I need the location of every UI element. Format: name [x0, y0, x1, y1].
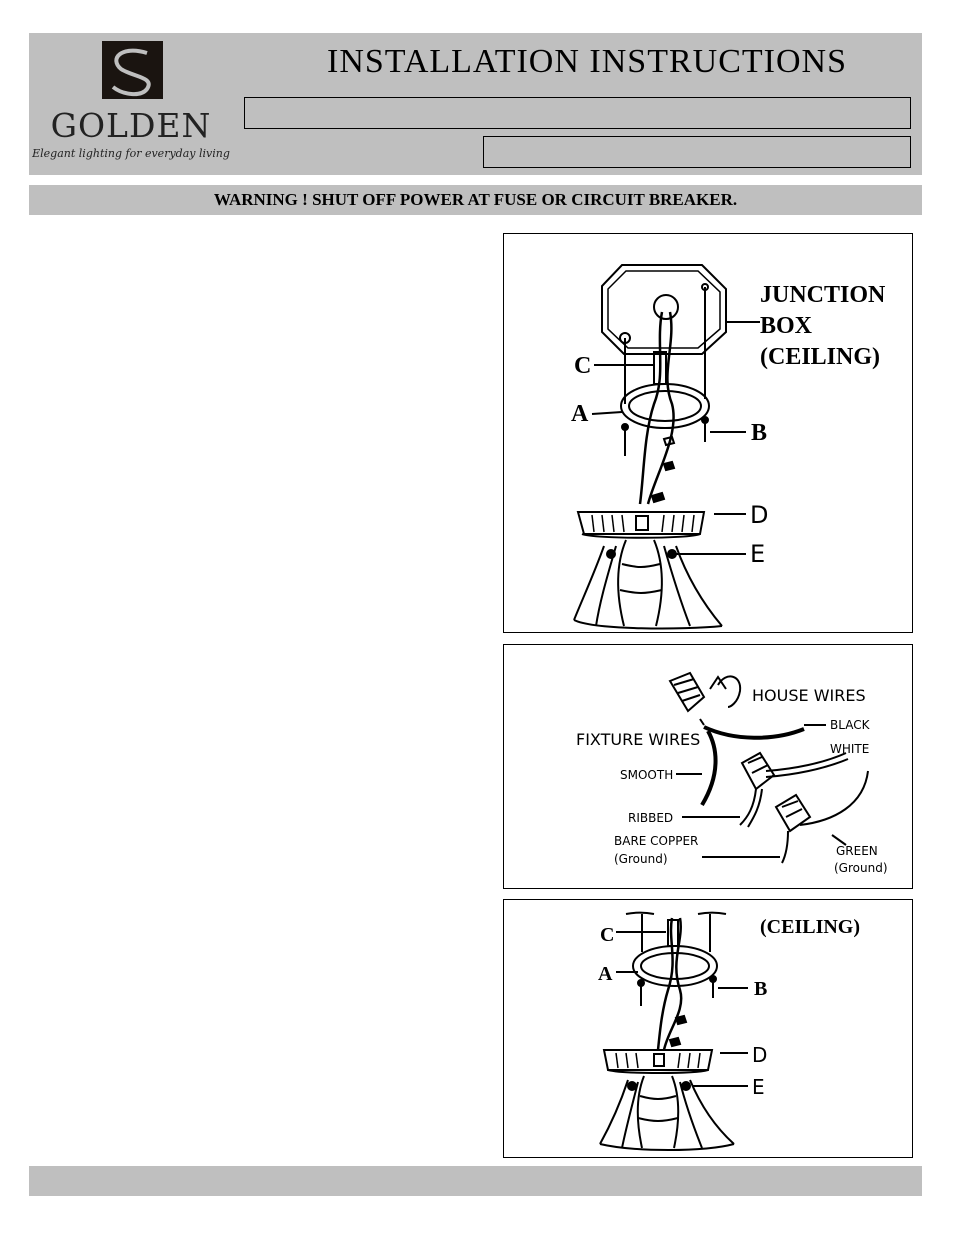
black-wire-label: BLACK: [830, 718, 870, 732]
junction-box-illustration: [504, 234, 912, 632]
white-wire-label: WHITE: [830, 742, 870, 756]
label-d: D: [750, 501, 769, 529]
label-a: A: [571, 401, 589, 427]
brand-tagline: Elegant lighting for everyday living: [32, 147, 230, 160]
model-number-field: [244, 97, 911, 129]
junction-box-label-3: (CEILING): [760, 344, 881, 370]
mounting-illustration: [504, 900, 912, 1157]
brand-name: GOLDEN: [50, 106, 212, 145]
junction-box-label-1: JUNCTION: [760, 282, 886, 308]
label-d: D: [752, 1043, 768, 1067]
junction-box-diagram: [503, 233, 913, 633]
green-wire-label: GREEN: [836, 844, 878, 858]
house-wires-label: HOUSE WIRES: [752, 686, 866, 705]
label-e: E: [750, 540, 766, 568]
ceiling-label: (CEILING): [760, 916, 861, 938]
bare-copper-label: BARE COPPER: [614, 834, 699, 848]
power-warning-banner: WARNING ! SHUT OFF POWER AT FUSE OR CIRCUIT BREAKER.: [29, 185, 922, 215]
golden-logo: [32, 39, 230, 169]
wiring-illustration: [504, 645, 912, 888]
ground-left-label: (Ground): [614, 852, 668, 866]
header-banner: [29, 33, 922, 175]
label-b: B: [754, 978, 768, 1000]
mounting-diagram: [503, 899, 913, 1158]
label-c: C: [574, 353, 592, 379]
model-sub-field: [483, 136, 911, 168]
wiring-diagram: [503, 644, 913, 889]
junction-box-label-2: BOX: [760, 313, 813, 339]
label-a: A: [598, 963, 613, 985]
label-e: E: [752, 1075, 765, 1099]
footer-bar: [29, 1166, 922, 1196]
ground-right-label: (Ground): [834, 861, 888, 875]
smooth-wire-label: SMOOTH: [620, 768, 674, 782]
fixture-wires-label: FIXTURE WIRES: [576, 730, 701, 749]
label-c: C: [600, 924, 615, 946]
label-b: B: [751, 420, 768, 446]
ribbed-wire-label: RIBBED: [628, 811, 674, 825]
page-title: INSTALLATION INSTRUCTIONS: [327, 43, 847, 80]
